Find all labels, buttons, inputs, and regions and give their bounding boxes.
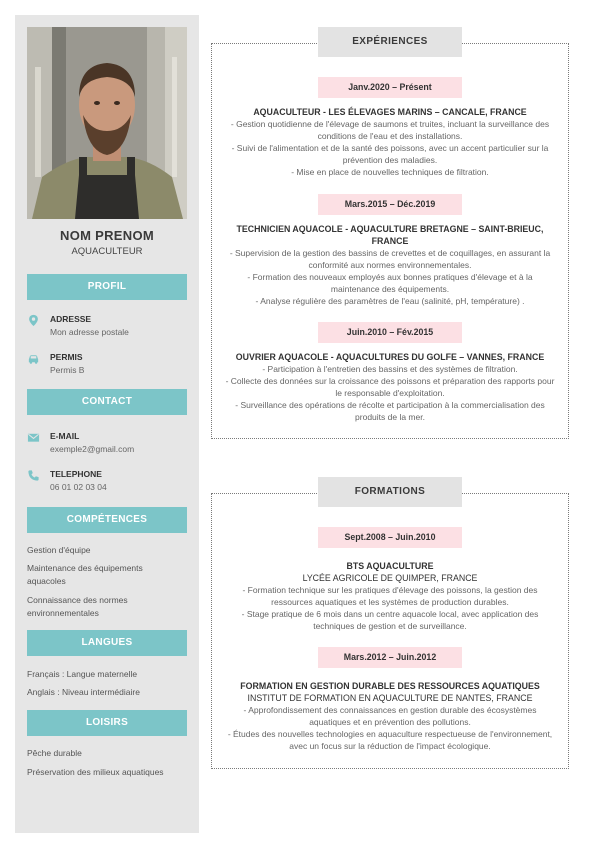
skill-item: Connaissance des normes environnementales [27,595,128,618]
education-title: BTS AQUACULTURE [346,561,434,571]
permit-label: PERMIS [50,352,83,362]
education-heading: FORMATIONS [318,477,462,507]
permit-value: Permis B [50,365,85,375]
phone-value[interactable]: 06 01 02 03 04 [50,482,107,492]
portrait-image [27,27,187,219]
experience-date: Juin.2010 – Fév.2015 [318,322,462,343]
email-value[interactable]: exemple2@gmail.com [50,444,135,454]
hobbies-heading: LOISIRS [27,710,187,736]
experience-heading: EXPÉRIENCES [318,27,462,57]
experience-date: Janv.2020 – Présent [318,77,462,98]
car-icon [27,352,40,365]
education-date: Sept.2008 – Juin.2010 [318,527,462,548]
profile-photo [27,27,187,219]
experience-title: AQUACULTEUR - LES ÉLEVAGES MARINS – CANCALE, FRANCE [253,107,527,117]
address-label: ADRESSE [50,314,92,324]
experience-description: - Supervision de la gestion des bassins de crevettes et de coquillages, en assurant la conformité aux normes environnementales. - Formation des nouveaux employés aux bonnes pratiques d'élevage et à la maintenance des équipements. - Analyse régulière des paramètres de l'eau (salinité, pH, température) . [229,248,551,306]
education-title: FORMATION EN GESTION DURABLE DES RESSOURCES AQUATIQUES [240,681,540,691]
email-label: E-MAIL [50,431,80,441]
education-description: - Formation technique sur les pratiques d'élevage des poissons, la gestion des ressources aquatiques et les systèmes de production durables. - Stage pratique de 6 mois dans un centre aquacole local, avec application des techniques de gestion et de surveillance. [241,585,539,631]
experience-description: - Gestion quotidienne de l'élevage de saumons et truites, incluant la surveillance des conditions de l'eau et des installations. - Suivi de l'alimentation et de la santé des poissons, avec un accent particulier sur la prévention des maladies. - Mise en place de nouvelles techniques de filtration. [230,119,550,177]
contact-heading: CONTACT [27,389,187,415]
experience-title: OUVRIER AQUACOLE - AQUACULTURES DU GOLFE – VANNES, FRANCE [235,352,545,362]
phone-label: TELEPHONE [50,469,102,479]
education-description: - Approfondissement des connaissances en gestion durable des écosystèmes aquatiques et en prévention des pollutions. - Études des nouvelles technologies en aquaculture respectueuse de l'environnement, avec un focus sur la réduction de l'impact écologique. [227,705,553,751]
education-date: Mars.2012 – Juin.2012 [318,647,462,668]
profil-heading: PROFIL [27,274,187,300]
phone-icon [27,469,40,482]
hobby-item: Préservation des milieux aquatiques [27,767,164,777]
language-item: Anglais : Niveau intermédiaire [27,687,140,697]
skills-heading: COMPÉTENCES [27,507,187,533]
language-item: Français : Langue maternelle [27,669,138,679]
envelope-icon [27,431,40,444]
person-job-title: AQUACULTEUR [71,246,143,257]
education-school: INSTITUT DE FORMATION EN AQUACULTURE DE NANTES, FRANCE [247,693,533,703]
skill-item: Gestion d'équipe [27,545,91,555]
person-name: NOM PRENOM [60,228,154,243]
location-pin-icon [27,314,40,327]
languages-heading: LANGUES [27,630,187,656]
address-value: Mon adresse postale [50,327,129,337]
experience-date: Mars.2015 – Déc.2019 [318,194,462,215]
hobby-item: Pêche durable [27,748,82,758]
experience-title: TECHNICIEN AQUACOLE - AQUACULTURE BRETAGNE – SAINT-BRIEUC, FRANCE [236,224,544,246]
experience-description: - Participation à l'entretien des bassins et des systèmes de filtration. - Collecte des données sur la croissance des poissons et préparation des rapports pour le responsable d'exploitation. - Surveillance des opérations de récolte et participation à la commercialisation des produits de la mer. [225,364,555,422]
education-school: LYCÉE AGRICOLE DE QUIMPER, FRANCE [302,573,478,583]
sidebar [15,15,199,833]
skill-item: Maintenance des équipements aquacoles [27,563,143,586]
